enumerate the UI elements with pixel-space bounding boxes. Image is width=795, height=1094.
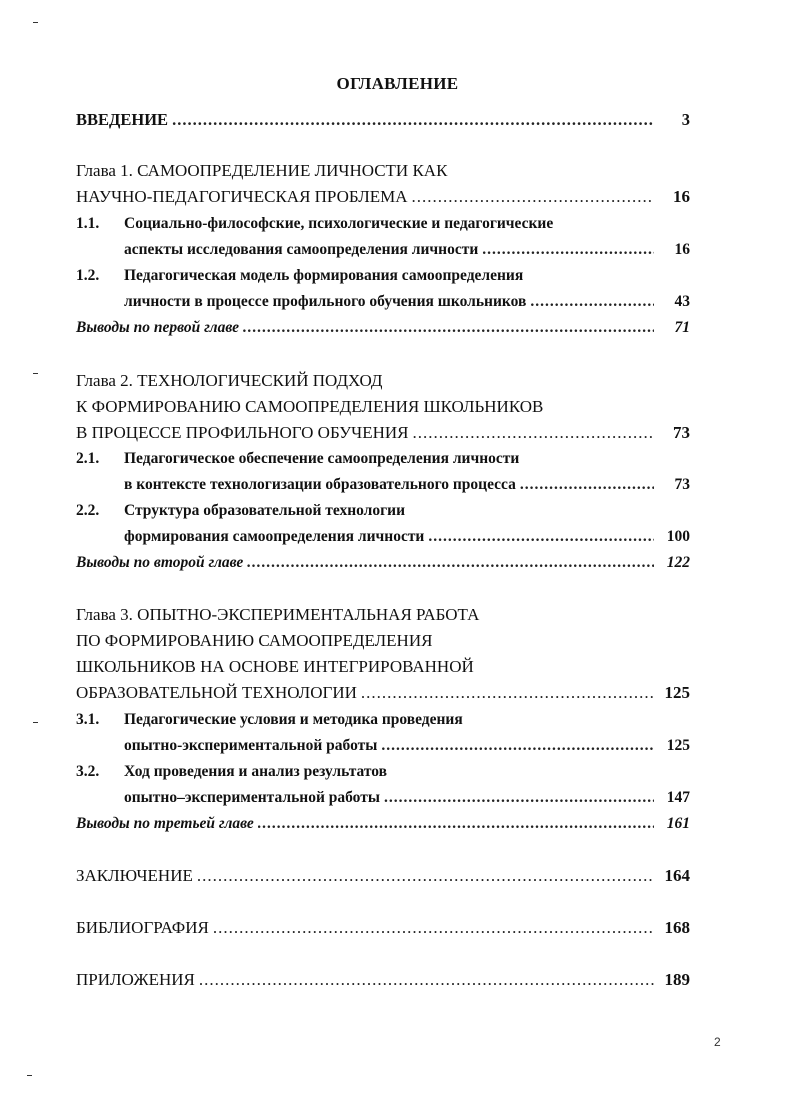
toc-entry-bibliography[interactable] bbox=[76, 917, 690, 939]
section-title-cont: опытно-экспериментальной работы bbox=[124, 737, 378, 754]
toc-entry-label: ПРИЛОЖЕНИЯ bbox=[76, 970, 195, 989]
toc-entry-appendices[interactable] bbox=[76, 969, 690, 991]
toc-page-number: 73 bbox=[674, 476, 690, 493]
toc-page-number: 43 bbox=[674, 293, 690, 310]
toc-entry-label: Выводы по третьей главе bbox=[76, 815, 254, 832]
section-title: Ход проведения и анализ результатов bbox=[124, 763, 388, 780]
chapter-2-heading-cont[interactable]: К ФОРМИРОВАНИЮ САМООПРЕДЕЛЕНИЯ ШКОЛЬНИКОВ bbox=[76, 397, 544, 416]
section-3-1-cont[interactable] bbox=[76, 735, 690, 757]
dot-leader bbox=[482, 239, 654, 261]
section-2-1-cont[interactable] bbox=[76, 474, 690, 496]
chapter-3-heading[interactable]: Глава 3. ОПЫТНО-ЭКСПЕРИМЕНТАЛЬНАЯ РАБОТА bbox=[76, 605, 480, 624]
toc-entry-label: ЗАКЛЮЧЕНИЕ bbox=[76, 866, 193, 885]
section-number: 2.2. bbox=[76, 502, 100, 519]
chapter-3-heading-cont[interactable]: ШКОЛЬНИКОВ НА ОСНОВЕ ИНТЕГРИРОВАННОЙ bbox=[76, 657, 474, 676]
dot-leader bbox=[530, 291, 654, 313]
toc-page-number: 125 bbox=[664, 683, 690, 702]
dot-leader bbox=[213, 917, 654, 939]
dot-leader bbox=[199, 969, 654, 991]
section-1-1[interactable] bbox=[76, 213, 690, 235]
toc-page-number: 164 bbox=[664, 866, 690, 885]
section-3-2[interactable] bbox=[76, 761, 690, 783]
scan-margin-mark bbox=[27, 1075, 32, 1076]
toc-entry-label: ВВЕДЕНИЕ bbox=[76, 110, 169, 129]
section-1-2[interactable] bbox=[76, 265, 690, 287]
dot-leader bbox=[384, 787, 654, 809]
toc-entry-label: НАУЧНО-ПЕДАГОГИЧЕСКАЯ ПРОБЛЕМА bbox=[76, 187, 408, 206]
section-3-2-cont[interactable] bbox=[76, 787, 690, 809]
toc-page-number: 125 bbox=[666, 737, 690, 754]
toc-page-number: 3 bbox=[681, 110, 690, 129]
dot-leader bbox=[243, 317, 654, 339]
section-2-2-cont[interactable] bbox=[76, 526, 690, 548]
toc-page-number: 161 bbox=[666, 815, 690, 832]
dot-leader bbox=[428, 526, 654, 548]
scan-margin-mark bbox=[33, 722, 38, 723]
toc-page-number: 16 bbox=[673, 187, 690, 206]
page-title: ОГЛАВЛЕНИЕ bbox=[336, 74, 459, 93]
section-title-cont: опытно–экспериментальной работы bbox=[124, 789, 380, 806]
section-title: Структура образовательной технологии bbox=[124, 502, 406, 519]
dot-leader bbox=[412, 186, 654, 208]
section-title: Социально-философские, психологические и педагогические bbox=[124, 215, 554, 232]
section-title: Педагогические условия и методика проведения bbox=[124, 711, 463, 728]
toc-entry-label: В ПРОЦЕССЕ ПРОФИЛЬНОГО ОБУЧЕНИЯ bbox=[76, 423, 409, 442]
chapter-3-heading-cont[interactable] bbox=[76, 682, 690, 704]
toc-page-number: 71 bbox=[674, 319, 690, 336]
page-number: 2 bbox=[714, 1035, 721, 1049]
dot-leader bbox=[361, 682, 654, 704]
dot-leader bbox=[520, 474, 654, 496]
chapter-3-heading-cont[interactable]: ПО ФОРМИРОВАНИЮ САМООПРЕДЕЛЕНИЯ bbox=[76, 631, 433, 650]
section-3-1[interactable] bbox=[76, 709, 690, 731]
chapter-1-heading-cont[interactable] bbox=[76, 186, 690, 208]
dot-leader bbox=[381, 735, 654, 757]
chapter-2-conclusions[interactable] bbox=[76, 552, 690, 574]
chapter-2-heading[interactable]: Глава 2. ТЕХНОЛОГИЧЕСКИЙ ПОДХОД bbox=[76, 371, 383, 390]
toc-page-number: 122 bbox=[666, 554, 690, 571]
section-number: 1.2. bbox=[76, 267, 100, 284]
section-2-1[interactable] bbox=[76, 448, 690, 470]
section-number: 2.1. bbox=[76, 450, 100, 467]
section-1-1-cont[interactable] bbox=[76, 239, 690, 261]
section-title-cont: формирования самоопределения личности bbox=[124, 528, 425, 545]
section-1-2-cont[interactable] bbox=[76, 291, 690, 313]
toc-page-number: 189 bbox=[664, 970, 690, 989]
scan-margin-mark bbox=[33, 22, 38, 23]
dot-leader bbox=[258, 813, 654, 835]
dot-leader bbox=[247, 552, 654, 574]
toc-page-number: 16 bbox=[674, 241, 690, 258]
section-title: Педагогическая модель формирования самоопределения bbox=[124, 267, 524, 284]
section-title-cont: личности в процессе профильного обучения школьников bbox=[124, 293, 527, 310]
section-title: Педагогическое обеспечение самоопределения личности bbox=[124, 450, 520, 467]
section-number: 1.1. bbox=[76, 215, 100, 232]
toc-entry-label: Выводы по второй главе bbox=[76, 554, 244, 571]
toc-entry-label: БИБЛИОГРАФИЯ bbox=[76, 918, 209, 937]
section-title-cont: в контексте технологизации образовательного процесса bbox=[124, 476, 516, 493]
toc-entry-label: Выводы по первой главе bbox=[76, 319, 239, 336]
chapter-3-conclusions[interactable] bbox=[76, 813, 690, 835]
dot-leader bbox=[172, 109, 654, 131]
chapter-1-heading[interactable]: Глава 1. САМООПРЕДЕЛЕНИЕ ЛИЧНОСТИ КАК bbox=[76, 161, 448, 180]
section-number: 3.1. bbox=[76, 711, 100, 728]
section-title-cont: аспекты исследования самоопределения личности bbox=[124, 241, 479, 258]
dot-leader bbox=[197, 865, 654, 887]
section-number: 3.2. bbox=[76, 763, 100, 780]
section-2-2[interactable] bbox=[76, 500, 690, 522]
toc-entry-conclusion[interactable] bbox=[76, 865, 690, 887]
toc-entry-introduction[interactable] bbox=[76, 109, 690, 131]
toc-page-number: 147 bbox=[666, 789, 690, 806]
chapter-1-conclusions[interactable] bbox=[76, 317, 690, 339]
toc-page-number: 100 bbox=[666, 528, 690, 545]
toc-page-number: 73 bbox=[673, 423, 690, 442]
toc-entry-label: ОБРАЗОВАТЕЛЬНОЙ ТЕХНОЛОГИИ bbox=[76, 683, 357, 702]
toc-page-number: 168 bbox=[664, 918, 690, 937]
dot-leader bbox=[413, 422, 655, 444]
scan-margin-mark bbox=[33, 373, 38, 374]
chapter-2-heading-cont[interactable] bbox=[76, 422, 690, 444]
